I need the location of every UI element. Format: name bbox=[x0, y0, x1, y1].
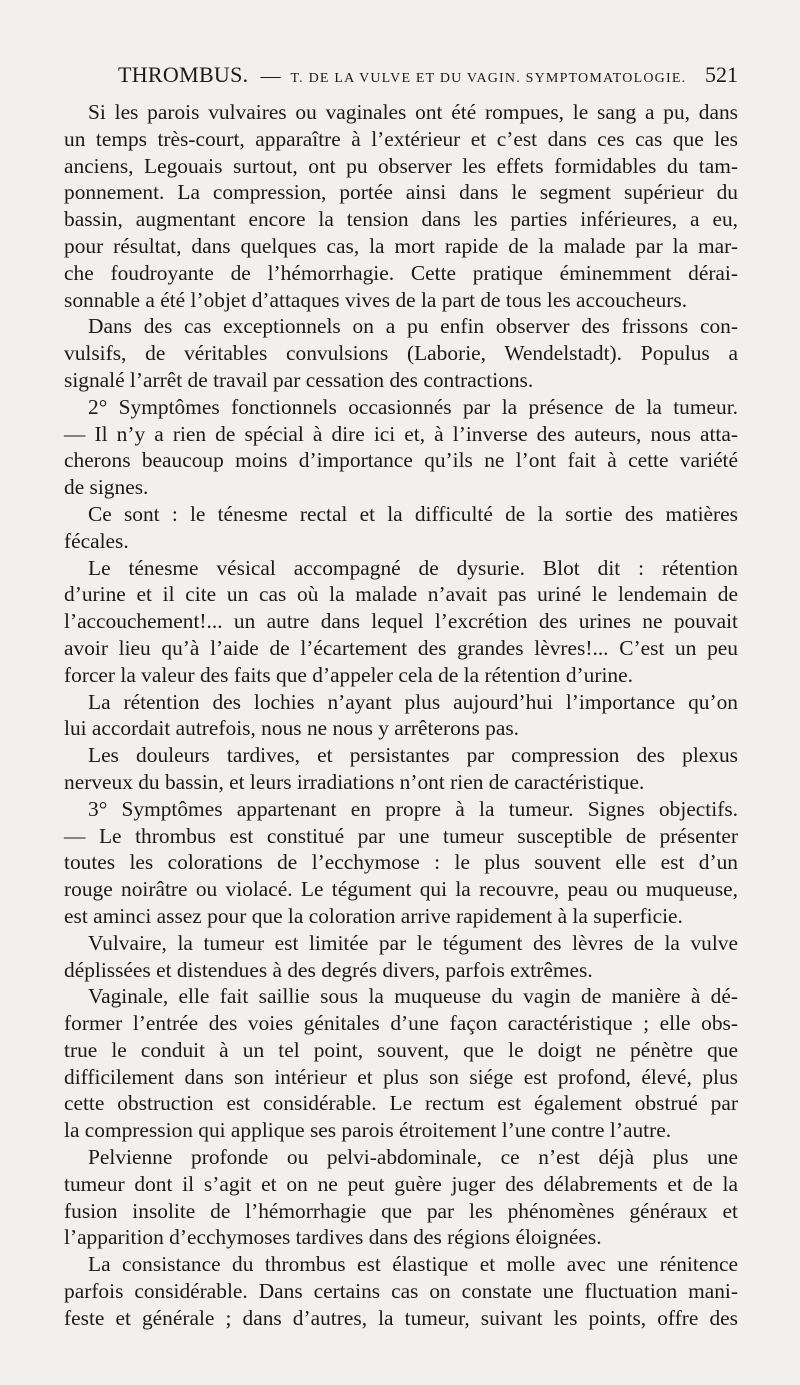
text-line: rouge noirâtre ou violacé. Le tégument qui la recouvre, peau ou muqueuse, bbox=[64, 877, 738, 902]
text-line: Le ténesme vésical accompagné de dysurie. Blot dit : rétention bbox=[88, 555, 738, 580]
header-dash: — bbox=[260, 65, 281, 87]
text-line: d’urine et il cite un cas où la malade n’avait pas uriné le lendemain de bbox=[64, 582, 738, 607]
text-line: — Il n’y a rien de spécial à dire ici et, à l’inverse des auteurs, nous atta- bbox=[64, 421, 738, 446]
text-line: lui accordait autrefois, nous ne nous y arrêterons pas. bbox=[64, 716, 520, 741]
text-line: anciens, Legouais surtout, ont pu observer les effets formidables du tam- bbox=[64, 153, 738, 178]
text-line: former l’entrée des voies génitales d’une façon caractéristique ; elle obs- bbox=[64, 1011, 738, 1036]
body-text bbox=[64, 99, 738, 1332]
text-line: fécales. bbox=[64, 528, 129, 553]
text-line: 3° Symptômes appartenant en propre à la tumeur. Signes objectifs. bbox=[88, 796, 738, 821]
text-line: cherons beaucoup moins d’importance qu’ils ne l’ont fait à cette variété bbox=[64, 448, 738, 473]
text-line: parfois considérable. Dans certains cas on constate une fluctuation mani- bbox=[64, 1279, 738, 1304]
text-line: true le conduit à un tel point, souvent, que le doigt ne pénètre que bbox=[64, 1037, 738, 1062]
text-line: difficilement dans son intérieur et plus son siége est profond, élevé, plus bbox=[64, 1064, 738, 1089]
header-title: THROMBUS. bbox=[118, 62, 249, 87]
text-line: tumeur dont il s’agit et on ne peut guère juger des délabrements et de la bbox=[64, 1171, 738, 1196]
text-line: vulsifs, de véritables convulsions (Laborie, Wendelstadt). Populus a bbox=[64, 341, 738, 366]
text-line: cette obstruction est considérable. Le rectum est également obstrué par bbox=[64, 1091, 738, 1116]
text-line: l’apparition d’ecchymoses tardives dans des régions éloignées. bbox=[64, 1225, 602, 1250]
text-line: Dans des cas exceptionnels on a pu enfin observer des frissons con- bbox=[88, 314, 738, 339]
text-line: déplissées et distendues à des degrés divers, parfois extrêmes. bbox=[64, 957, 593, 982]
text-line: Vulvaire, la tumeur est limitée par le tégument des lèvres de la vulve bbox=[88, 930, 738, 955]
text-line: sonnable a été l’objet d’attaques vives de la part de tous les accoucheurs. bbox=[64, 287, 688, 312]
text-line: feste et générale ; dans d’autres, la tumeur, suivant les points, offre des bbox=[64, 1305, 738, 1330]
text-line: l’accouchement!... un autre dans lequel l’excrétion des urines ne pouvait bbox=[64, 609, 738, 634]
text-line: — Le thrombus est constitué par une tumeur susceptible de présenter bbox=[64, 823, 738, 848]
text-line: toutes les colorations de l’ecchymose : le plus souvent elle est d’un bbox=[64, 850, 738, 875]
text-line: Vaginale, elle fait saillie sous la muqueuse du vagin de manière à dé- bbox=[88, 984, 738, 1009]
text-line: un temps très-court, apparaître à l’extérieur et c’est dans ces cas que les bbox=[64, 126, 738, 151]
text-line: 2° Symptômes fonctionnels occasionnés par la présence de la tumeur. bbox=[88, 394, 738, 419]
text-line: la compression qui applique ses parois étroitement l’une contre l’autre. bbox=[64, 1118, 672, 1143]
text-line: nerveux du bassin, et leurs irradiations n’ont rien de caractéristique. bbox=[64, 769, 645, 794]
text-line: che foudroyante de l’hémorrhagie. Cette pratique éminemment dérai- bbox=[64, 260, 738, 285]
text-line: La rétention des lochies n’ayant plus aujourd’hui l’importance qu’on bbox=[88, 689, 738, 714]
text-line: bassin, augmentant encore la tension dans les parties inférieures, a eu, bbox=[64, 207, 738, 232]
text-line: de signes. bbox=[64, 475, 149, 500]
text-line: avoir lieu qu’à l’aide de l’écartement des grandes lèvres!... C’est un peu bbox=[64, 635, 738, 660]
text-line: Les douleurs tardives, et persistantes par compression des plexus bbox=[88, 743, 738, 768]
running-header bbox=[118, 62, 738, 96]
text-line: forcer la valeur des faits que d’appeler cela de la rétention d’urine. bbox=[64, 662, 633, 687]
header-subtitle: T. DE LA VULVE ET DU VAGIN. SYMPTOMATOLOGIE. bbox=[290, 71, 687, 86]
text-line: est aminci assez pour que la coloration arrive rapidement à la superficie. bbox=[64, 903, 683, 928]
text-line: Ce sont : le ténesme rectal et la difficulté de la sortie des matières bbox=[88, 501, 738, 526]
text-line: La consistance du thrombus est élastique et molle avec une rénitence bbox=[88, 1252, 738, 1277]
text-line: signalé l’arrêt de travail par cessation des contractions. bbox=[64, 367, 534, 392]
text-line: ponnement. La compression, portée ainsi dans le segment supérieur du bbox=[64, 180, 738, 205]
page-number: 521 bbox=[705, 62, 738, 87]
text-line: fusion insolite de l’hémorrhagie que par les phénomènes généraux et bbox=[64, 1198, 738, 1223]
text-line: Si les parois vulvaires ou vaginales ont été rompues, le sang a pu, dans bbox=[88, 100, 738, 124]
text-line: Pelvienne profonde ou pelvi-abdominale, ce n’est déjà plus une bbox=[88, 1145, 738, 1170]
text-line: pour résultat, dans quelques cas, la mort rapide de la malade par la mar- bbox=[64, 233, 738, 258]
